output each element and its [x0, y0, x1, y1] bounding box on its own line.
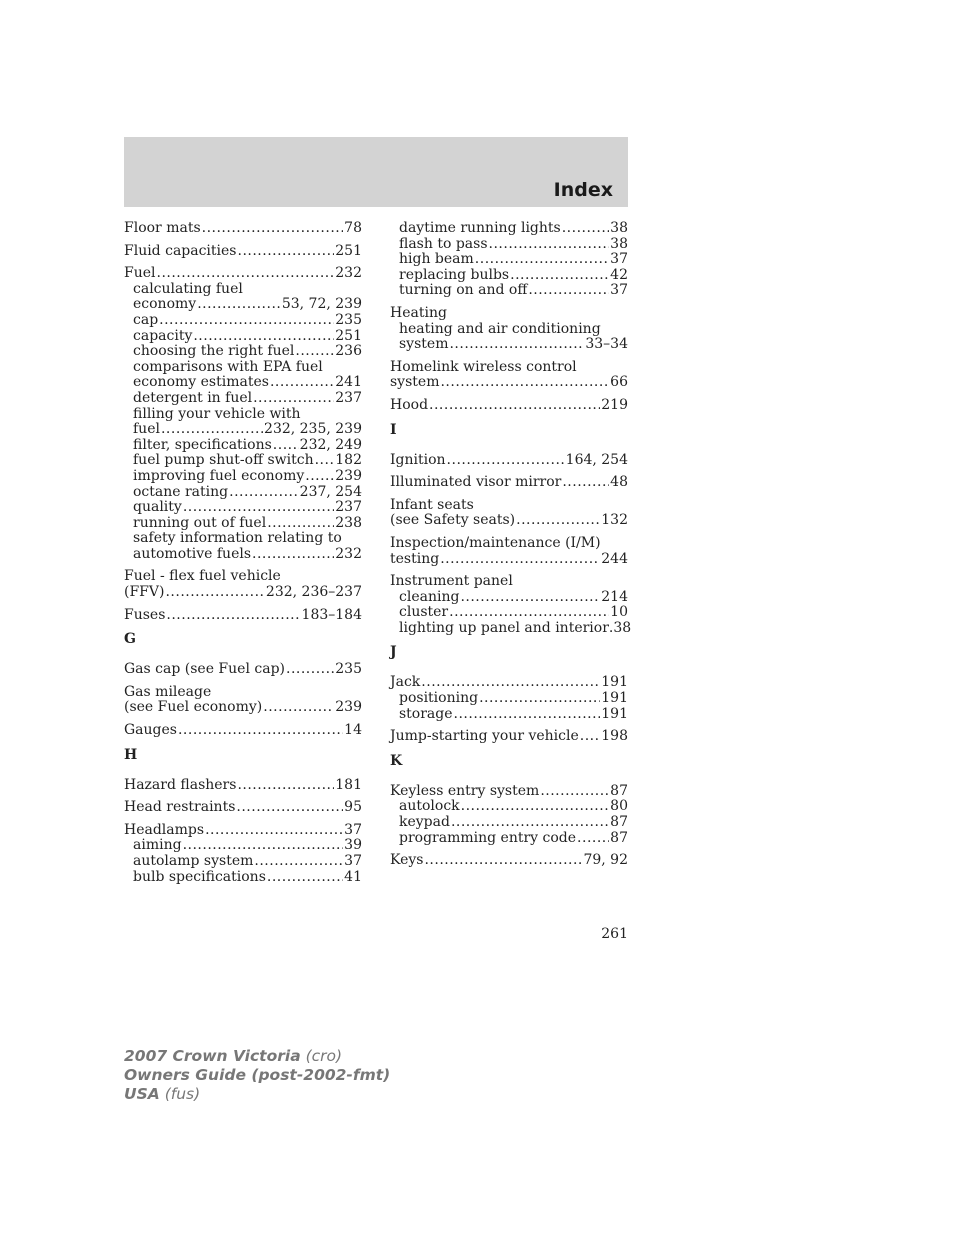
entry-page-ref: 237	[335, 389, 362, 406]
index-subentry-line	[390, 691, 628, 707]
index-entry	[390, 729, 628, 745]
dot-leader	[205, 823, 343, 839]
index-subentry-line	[124, 500, 362, 516]
entry-page-ref: 39	[344, 837, 362, 854]
entry-page-ref: 214	[601, 588, 628, 605]
entry-text: filter, specifications	[133, 436, 272, 453]
entry-text: capacity	[133, 327, 193, 344]
entry-text: testing	[390, 550, 440, 567]
entry-text: Jack	[390, 674, 421, 691]
page-title: Index	[553, 179, 613, 201]
index-subentry-line	[124, 297, 362, 313]
index-entry-line	[390, 306, 628, 322]
index-entry-line	[390, 375, 628, 391]
index-subentry-line	[390, 831, 628, 847]
dot-leader	[165, 585, 264, 601]
footer-model: 2007 Crown Victoria	[124, 1047, 301, 1065]
index-entry-line	[124, 585, 362, 601]
entry-text: Gauges	[124, 722, 177, 739]
entry-page-ref: .38	[608, 619, 632, 636]
entry-page-ref: 78	[344, 220, 362, 236]
dot-leader	[286, 662, 334, 678]
entry-page-ref: 38	[610, 220, 628, 236]
entry-text: Fluid capacities	[124, 242, 237, 259]
index-entry-line	[124, 778, 362, 794]
dot-leader	[254, 854, 343, 870]
dot-leader	[166, 608, 300, 624]
dot-leader	[263, 700, 334, 716]
entry-text: replacing bulbs	[399, 266, 510, 283]
index-subentry-line	[390, 237, 628, 253]
entry-text: Infant seats	[390, 496, 474, 513]
entry-text: octane rating	[133, 483, 229, 500]
index-letter-heading: G	[124, 631, 136, 648]
index-entry	[124, 778, 362, 794]
index-letter-heading: I	[390, 421, 397, 438]
entry-page-ref: 251	[335, 242, 362, 259]
index-entry	[124, 244, 362, 260]
index-entry-line	[390, 498, 628, 514]
index-entry	[124, 569, 362, 600]
dot-leader	[424, 853, 582, 869]
entry-text: Hazard flashers	[124, 776, 237, 793]
index-subentry-line	[390, 707, 628, 723]
entry-text: Floor mats	[124, 220, 201, 236]
entry-text: Fuel - flex fuel vehicle	[124, 568, 281, 585]
entry-page-ref: 232, 249	[299, 436, 362, 453]
index-subentry-line	[124, 485, 362, 501]
entry-text: cap	[133, 311, 159, 328]
entry-page-ref: 80	[610, 798, 628, 815]
dot-leader	[475, 252, 609, 268]
dot-leader	[315, 453, 335, 469]
entry-page-ref: 37	[610, 282, 628, 299]
entry-text: Head restraints	[124, 799, 236, 816]
entry-text: positioning	[399, 690, 479, 707]
footer-model-code: (cro)	[305, 1047, 343, 1065]
index-subentry-line	[124, 469, 362, 485]
entry-page-ref: 236	[335, 343, 362, 360]
index-subentry-line	[124, 854, 362, 870]
entry-page-ref: 235	[335, 311, 362, 328]
entry-page-ref: 191	[601, 705, 628, 722]
index-entry-line	[124, 569, 362, 585]
entry-page-ref: 183–184	[301, 606, 362, 623]
entry-page-ref: 95	[344, 799, 362, 816]
entry-text: calculating fuel	[133, 280, 243, 297]
index-subentry-line	[390, 605, 628, 621]
footer-line-2	[124, 1066, 390, 1085]
entry-page-ref: 182	[335, 452, 362, 469]
index-subentry-line	[124, 282, 362, 298]
page-number: 261	[601, 926, 628, 942]
entry-page-ref: 53, 72, 239	[281, 296, 362, 313]
index-subentry-line	[390, 221, 628, 237]
entry-text: programming entry code	[399, 829, 577, 846]
index-column-right	[390, 220, 632, 876]
index-subentry-line	[124, 329, 362, 345]
index-entry-line	[390, 552, 628, 568]
entry-text: (see Safety seats)	[390, 512, 516, 529]
entry-text: Instrument panel	[390, 573, 513, 590]
dot-leader	[479, 691, 600, 707]
index-entry-line	[124, 823, 362, 839]
index-entry	[124, 800, 362, 816]
entry-text: Headlamps	[124, 821, 205, 838]
index-entry	[390, 221, 628, 299]
entry-page-ref: 37	[344, 821, 362, 838]
index-entry-line	[390, 574, 628, 590]
index-entry-line	[124, 221, 362, 237]
dot-leader	[270, 375, 334, 391]
index-entry-line	[390, 398, 628, 414]
entry-text: keypad	[399, 814, 450, 831]
index-entry	[390, 453, 628, 469]
entry-text: turning on and off	[399, 282, 528, 299]
index-subentry-line	[124, 516, 362, 532]
dot-leader	[236, 800, 343, 816]
dot-leader	[429, 398, 600, 414]
dot-leader	[516, 513, 600, 529]
dot-leader	[461, 799, 610, 815]
entry-page-ref: 48	[610, 474, 628, 491]
index-entry-line	[124, 800, 362, 816]
dot-leader	[197, 297, 281, 313]
index-entry	[390, 306, 628, 353]
entry-text: flash to pass	[399, 235, 488, 252]
dot-leader	[562, 221, 609, 237]
entry-text: system	[390, 374, 440, 391]
entry-text: improving fuel economy	[133, 467, 305, 484]
dot-leader	[202, 221, 344, 237]
entry-page-ref: 87	[610, 782, 628, 799]
entry-text: cleaning	[399, 588, 460, 605]
dot-leader	[193, 329, 334, 345]
entry-text: Homelink wireless control	[390, 358, 577, 375]
dot-leader	[178, 723, 343, 739]
index-subentry-line	[124, 407, 362, 423]
dot-leader	[460, 590, 600, 606]
entry-page-ref: 164, 254	[565, 451, 628, 468]
index-entry-line	[124, 662, 362, 678]
entry-page-ref: 244	[601, 550, 628, 567]
index-subentry-line	[124, 547, 362, 563]
index-subentry-line	[124, 422, 362, 438]
entry-page-ref: 237, 254	[299, 483, 362, 500]
dot-leader	[161, 422, 263, 438]
entry-text: Gas mileage	[124, 683, 212, 700]
entry-text: aiming	[133, 837, 182, 854]
dot-leader	[252, 547, 334, 563]
entry-page-ref: 87	[610, 814, 628, 831]
dot-leader	[267, 516, 334, 532]
index-subentry-line	[124, 344, 362, 360]
header-bar	[124, 137, 628, 207]
entry-page-ref: 38	[610, 235, 628, 252]
entry-page-ref: 237	[335, 499, 362, 516]
entry-text: Inspection/maintenance (I/M)	[390, 534, 601, 551]
entry-text: comparisons with EPA fuel	[133, 358, 323, 375]
dot-leader	[510, 268, 609, 284]
entry-page-ref: 41	[344, 868, 362, 885]
index-entry-line	[124, 608, 362, 624]
entry-page-ref: 191	[601, 690, 628, 707]
entry-text: heating and air conditioning	[399, 320, 601, 337]
index-entry	[124, 608, 362, 624]
entry-page-ref: 181	[335, 776, 362, 793]
index-entry-line	[390, 536, 628, 552]
entry-text: safety information relating to	[133, 530, 342, 547]
entry-page-ref: 219	[601, 396, 628, 413]
footer-line-1	[124, 1047, 390, 1066]
dot-leader	[489, 237, 610, 253]
index-entry-line	[124, 723, 362, 739]
index-entry-line	[390, 360, 628, 376]
dot-leader	[454, 707, 601, 723]
index-entry	[390, 853, 628, 869]
entry-page-ref: 239	[335, 467, 362, 484]
index-subentry-line	[124, 870, 362, 886]
entry-text: Heating	[390, 304, 447, 321]
dot-leader	[562, 475, 609, 491]
entry-page-ref: 235	[335, 661, 362, 678]
dot-leader	[449, 337, 584, 353]
entry-text: high beam	[399, 251, 474, 268]
entry-text: Illuminated visor mirror	[390, 474, 562, 491]
entry-page-ref: 79, 92	[583, 852, 628, 869]
entry-text: (FFV)	[124, 584, 165, 601]
index-entry	[390, 784, 628, 846]
entry-text: (see Fuel economy)	[124, 699, 263, 716]
index-letter-heading: J	[390, 644, 397, 661]
index-entry-line	[124, 685, 362, 701]
index-entry	[124, 221, 362, 237]
index-subentry-line	[124, 531, 362, 547]
dot-leader	[540, 784, 609, 800]
entry-text: storage	[399, 705, 453, 722]
index-subentry-line	[124, 453, 362, 469]
entry-page-ref: 241	[335, 374, 362, 391]
index-entry	[390, 573, 632, 636]
footer	[124, 1047, 390, 1104]
index-entry	[390, 475, 628, 491]
entry-text: choosing the right fuel	[133, 343, 295, 360]
entry-page-ref: 239	[335, 699, 362, 716]
index-entry	[124, 723, 362, 739]
dot-leader	[183, 500, 334, 516]
index-subentry-line	[390, 322, 628, 338]
entry-page-ref: 37	[344, 853, 362, 869]
entry-page-ref: 33–34	[585, 336, 628, 353]
index-subentry-line	[390, 252, 628, 268]
dot-leader	[449, 605, 609, 621]
index-subentry-line	[124, 438, 362, 454]
index-subentry-line	[124, 360, 362, 376]
dot-leader	[305, 469, 334, 485]
dot-leader	[159, 313, 334, 329]
entry-text: Keys	[390, 852, 424, 869]
dot-leader	[577, 831, 609, 847]
entry-page-ref: 232	[335, 545, 362, 562]
entry-text: system	[399, 336, 449, 353]
index-entry-line	[390, 513, 628, 529]
entry-text: quality	[133, 499, 182, 516]
dot-leader	[580, 729, 600, 745]
dot-leader	[237, 778, 334, 794]
dot-leader	[447, 453, 565, 469]
index-subentry-line	[390, 283, 628, 299]
entry-page-ref: 87	[610, 829, 628, 846]
entry-page-ref: 232, 235, 239	[264, 421, 362, 438]
dot-leader	[440, 375, 609, 391]
dot-leader	[451, 815, 609, 831]
footer-market-code: (fus)	[164, 1085, 201, 1103]
dot-leader	[440, 552, 600, 568]
entry-page-ref: 198	[601, 728, 628, 745]
index-subentry-line	[124, 313, 362, 329]
index-entry	[124, 662, 362, 678]
index-entry-line	[390, 853, 628, 869]
entry-text: Ignition	[390, 451, 446, 468]
entry-text: Fuel	[124, 265, 156, 282]
entry-text: bulb specifications	[133, 868, 266, 885]
entry-page-ref: 232	[335, 265, 362, 282]
index-entry-line	[390, 675, 628, 691]
entry-page-ref: 238	[335, 514, 362, 531]
index-entry-line	[124, 700, 362, 716]
entry-text: Keyless entry system	[390, 782, 540, 799]
dot-leader	[421, 675, 600, 691]
index-entry-line	[124, 266, 362, 282]
dot-leader	[238, 244, 335, 260]
dot-leader	[267, 870, 343, 886]
dot-leader	[157, 266, 335, 282]
index-subentry-line	[124, 391, 362, 407]
entry-text: economy estimates	[133, 374, 269, 391]
index-entry-line	[124, 244, 362, 260]
entry-page-ref: 251	[335, 327, 362, 344]
entry-page-ref: 42	[610, 266, 628, 283]
entry-page-ref: 132	[601, 512, 628, 529]
index-entry	[390, 675, 628, 722]
index-entry-line	[390, 475, 628, 491]
entry-text: autolamp system	[133, 853, 254, 869]
index-entry	[390, 536, 628, 567]
entry-text: detergent in fuel	[133, 389, 253, 406]
index-subentry-line	[390, 590, 628, 606]
entry-text: daytime running lights	[399, 220, 561, 236]
entry-text: Fuses	[124, 606, 166, 623]
entry-text: lighting up panel and interior	[399, 619, 609, 636]
entry-page-ref: 37	[610, 251, 628, 268]
index-letter-heading: K	[390, 752, 403, 769]
entry-text: economy	[133, 296, 197, 313]
index-entry	[124, 823, 362, 885]
index-entry-line	[390, 453, 628, 469]
index-subentry-line	[124, 838, 362, 854]
index-subentry-line	[390, 268, 628, 284]
entry-text: fuel pump shut-off switch	[133, 452, 314, 469]
entry-page-ref: 14	[344, 722, 362, 739]
dot-leader	[183, 838, 344, 854]
entry-page-ref: 232, 236–237	[265, 584, 362, 601]
entry-text: automotive fuels	[133, 545, 252, 562]
index-entry	[124, 266, 362, 562]
dot-leader	[295, 344, 334, 360]
index-entry-line	[390, 729, 628, 745]
index-subentry-line	[390, 799, 628, 815]
index-column-left	[124, 221, 362, 892]
entry-text: filling your vehicle with	[133, 405, 301, 422]
entry-text: Gas cap (see Fuel cap)	[124, 661, 285, 678]
footer-market: USA	[124, 1085, 160, 1103]
index-subentry-line	[390, 815, 628, 831]
entry-text: autolock	[399, 798, 460, 815]
index-subentry-line	[390, 337, 628, 353]
entry-text: Hood	[390, 396, 429, 413]
index-entry	[390, 360, 628, 391]
dot-leader	[229, 485, 299, 501]
entry-page-ref: 10	[610, 604, 628, 621]
dot-leader	[253, 391, 334, 407]
index-entry	[124, 685, 362, 716]
index-letter-heading: H	[124, 746, 138, 763]
entry-text: cluster	[399, 604, 449, 621]
entry-page-ref: 191	[601, 674, 628, 691]
index-entry-line	[390, 784, 628, 800]
entry-text: Jump-starting your vehicle	[390, 728, 579, 745]
footer-line-3	[124, 1085, 390, 1104]
index-entry	[390, 498, 628, 529]
index-subentry-line	[390, 619, 632, 637]
index-subentry-line	[124, 375, 362, 391]
entry-page-ref: 66	[610, 374, 628, 391]
footer-guide: Owners Guide (post-2002-fmt)	[124, 1066, 391, 1084]
entry-text: running out of fuel	[133, 514, 267, 531]
index-entry	[390, 398, 628, 414]
entry-text: fuel	[133, 421, 160, 438]
dot-leader	[528, 283, 609, 299]
dot-leader	[273, 438, 299, 454]
